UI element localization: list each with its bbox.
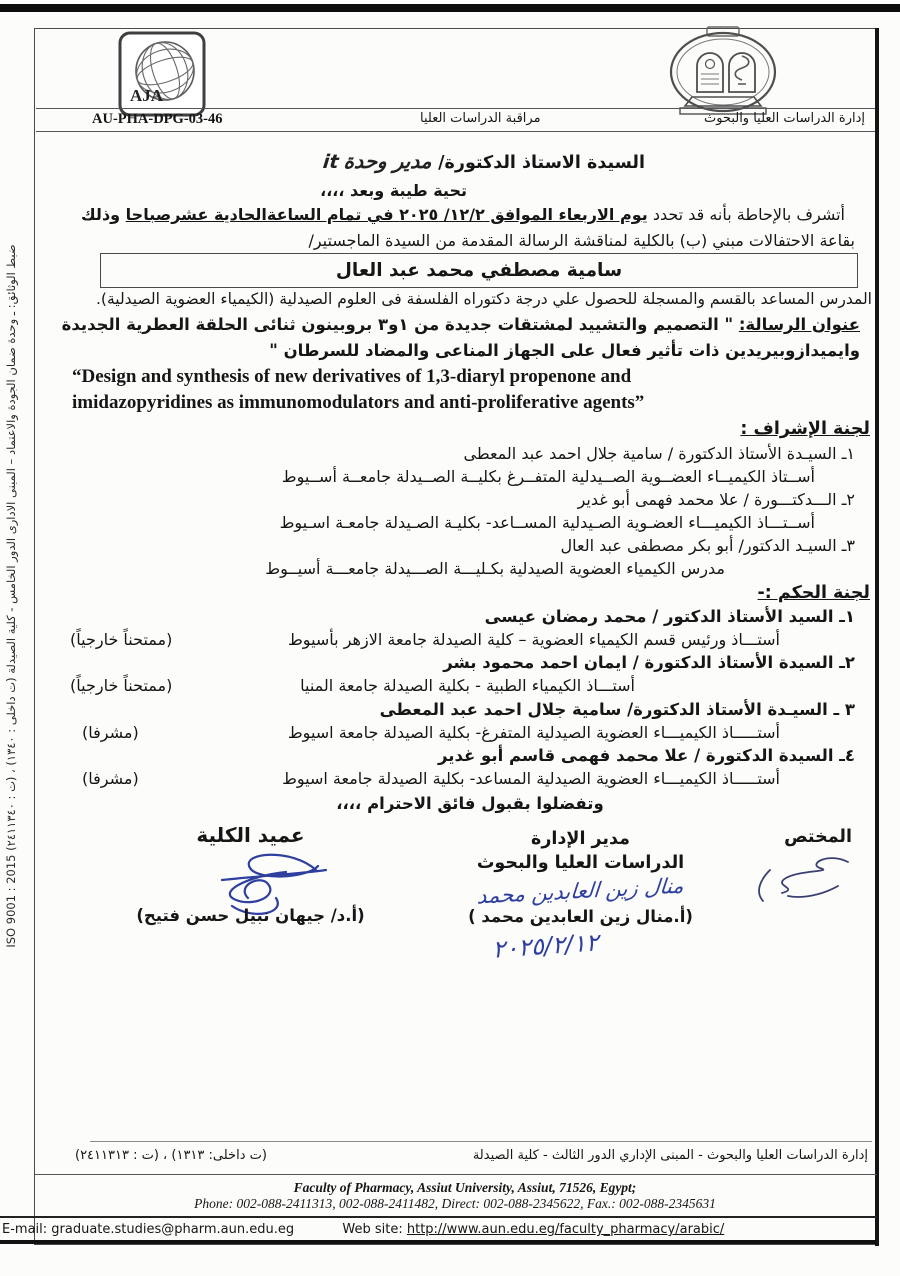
signature-middle-script: منال زين العابدين محمد — [476, 873, 685, 909]
supervisor-affiliation: أســتـــاذ الكيميـــاء العضـوية الصـيدلية المســاعد- بكليـة الصـيدلة جامعـة اسـيوط — [279, 513, 815, 532]
supervisor-name: ١ـ السيـدة الأستاذ الدكتورة / سامية جلال احمد عبد المعطى — [463, 444, 855, 463]
supervisor-affiliation: مدرس الكيمياء العضوية الصيدلية بكـليـــة الصـــيدلة جامعـــة أسيــوط — [265, 559, 725, 578]
candidate-name-box — [100, 253, 858, 288]
judge-role: (ممتحناً خارجياً) — [70, 676, 173, 695]
signature-middle-title-1: مدير الإدارة — [531, 829, 630, 849]
supervisor-affiliation: أســتاذ الكيميــاء العضــوية الصــيدلية المتفــرغ بكليــة الصــيدلة جامعــة أســيوط — [281, 467, 815, 486]
intro-suffix: وذلك — [81, 205, 126, 224]
thesis-title-ar-1 — [62, 315, 860, 334]
closing-line: وتفضلوا بقبول فائق الاحترام ،،،، — [336, 794, 604, 813]
judge-affiliation: أستـــــاذ الكيميـــاء العضوية الصيدلية المتفرغ- بكلية الصيدلة جامعة اسيوط — [287, 723, 780, 742]
intro-line — [81, 205, 845, 224]
signature-middle-title-2: الدراسات العليا والبحوث — [476, 853, 685, 873]
scan-right-edge — [875, 28, 879, 1246]
footer-email-line — [2, 1222, 724, 1237]
header-rule-bottom — [36, 131, 875, 132]
header-dept-label: إدارة الدراسات العليا والبحوث — [703, 111, 865, 126]
addressee-line — [323, 149, 645, 173]
addressee-handwritten: مدير وحدة — [343, 149, 434, 173]
signature-left-title: عميد الكلية — [196, 823, 305, 847]
addressee-printed: السيدة الاستاذ الدكتورة/ — [438, 153, 645, 173]
supervision-title: لجنة الإشراف : — [740, 419, 870, 439]
signature-left-name: (أ.د/ جيهان نبيل حسن فتيح) — [136, 906, 365, 925]
header-center-label: مراقبة الدراسات العليا — [420, 111, 541, 126]
email-label: E-mail: — [2, 1222, 48, 1237]
signature-right-ink — [742, 848, 860, 914]
thesis-label: عنوان الرسالة: — [738, 315, 860, 334]
signature-right-title: المختص — [784, 827, 852, 847]
thesis-title-ar-2: وايميدازوبيريدين ذات تأثير فعال على الجهاز المناعى والمضاد للسرطان " — [269, 341, 860, 360]
judge-affiliation: أستـــاذ الكيمياء الطبية - بكلية الصيدلة جامعة المنيا — [300, 676, 635, 695]
website-url: http://www.aun.edu.eg/faculty_pharmacy/arabic/ — [406, 1222, 725, 1237]
footer-ar-phone: (ت داخلى: ١٣١٣) ، (ت : ٢٤١١٣١٣) — [75, 1148, 267, 1163]
judge-name: ٢ـ السيدة الأستاذ الدكتورة / ايمان احمد محمود بشر — [443, 653, 855, 672]
scan-top-edge — [0, 4, 900, 12]
thesis-title-en-2: imidazopyridines as immunomodulators and anti-proliferative agents” — [72, 392, 645, 413]
judge-name: ٣ ـ السيـدة الأستاذ الدكتورة/ سامية جلال احمد عبد المعطى — [379, 700, 855, 719]
candidate-name: سامية مصطفي محمد عبد العال — [335, 260, 623, 281]
footer-rule-1 — [90, 1141, 872, 1142]
footer-ar-line: إدارة الدراسات العليا والبحوث - المبنى الإداري الدور الثالث - كلية الصيدلة — [472, 1148, 868, 1163]
header-rule-top — [36, 108, 875, 109]
candidate-desc: المدرس المساعد بالقسم والمسجلة للحصول علي درجة دكتوراه الفلسفة فى العلوم الصيدلية (الكيمياء العضوية الصيدلية). — [95, 290, 872, 308]
sidebar-vertical-note: ضبط الوثائق: ـ وحدة ضمان الجودة والاعتماد – المبنى الادارى الدور الخامس - كلية الصيدلة (ت داخلى : ١٣٤٠) ، (ت : ٢٤١١٣٤٠) ISO 9001 : 2015 — [4, 244, 18, 948]
supervisor-name: ٢ـ الـــدكتـــورة / علا محمد فهمى أبو غدير — [577, 490, 855, 509]
signature-middle-block — [448, 829, 713, 964]
signature-middle-date: ٢٠٢٥/٢/١٢ — [491, 928, 600, 964]
thesis-ar-line1: " التصميم والتشييد لمشتقات جديدة من ١و٣ بروبينون ثنائى الحلقة العطرية الجديدة — [61, 315, 739, 334]
judge-role: (مشرفا) — [82, 769, 139, 788]
footer-en-address: Faculty of Pharmacy, Assiut University, Assiut, 71526, Egypt; — [293, 1180, 637, 1195]
intro-prefix: أتشرف بالإحاطة بأنه قد تحدد — [647, 205, 845, 224]
doc-code: AU-PHA-DPG-03-46 — [92, 111, 223, 127]
greeting-line: تحية طيبة وبعد ،،،، — [320, 181, 467, 200]
judge-name: ١ـ السيد الأستاذ الدكتور / محمد رمضان عيسى — [484, 607, 855, 626]
footer-rule-3 — [0, 1216, 877, 1218]
supervisor-name: ٣ـ السيـد الدكتور/ أبو بكر مصطفى عبد العال — [560, 536, 855, 555]
footer-bottom-edge — [0, 1240, 877, 1244]
website-label: Web site: — [342, 1222, 403, 1237]
footer-en-phones: Phone: 002-088-2411313, 002-088-2411482, Direct: 002-088-2345622, Fax.: 002-088-2345631 — [194, 1196, 716, 1211]
judge-role: (مشرفا) — [82, 723, 139, 742]
thesis-title-en-1: “Design and synthesis of new derivatives of 1,3-diaryl propenone and — [72, 366, 632, 387]
signature-middle-name: (أ.منال زين العابدين محمد ) — [468, 907, 693, 926]
defense-date: يوم الاربعاء الموافق ١٢/٢/ ٢٠٢٥ في تمام الساعةالحادية عشرصباحا — [125, 205, 648, 224]
venue-line: بقاعة الاحتفالات مبني (ب) بالكلية لمناقشة الرسالة المقدمة من السيدة الماجستير/ — [308, 231, 855, 250]
footer-rule-2 — [34, 1174, 877, 1175]
judge-name: ٤ـ السيدة الدكتورة / علا محمد فهمى قاسم أبو غدير — [438, 746, 855, 765]
judge-affiliation: أستـــاذ ورئيس قسم الكيمياء العضوية – كلية الصيدلة جامعة الازهر بأسيوط — [288, 630, 780, 649]
addressee-handwritten-latin: it — [321, 151, 340, 173]
judge-affiliation: أستـــــاذ الكيميـــاء العضوية الصيدلية المساعد- بكلية الصيدلة جامعة اسيوط — [282, 769, 780, 788]
judge-role: (ممتحناً خارجياً) — [70, 630, 173, 649]
email-address: graduate.studies@pharm.aun.edu.eg — [51, 1222, 295, 1237]
judging-title: لجنة الحكم :- — [757, 583, 870, 603]
svg-text:AJA: AJA — [130, 86, 164, 105]
